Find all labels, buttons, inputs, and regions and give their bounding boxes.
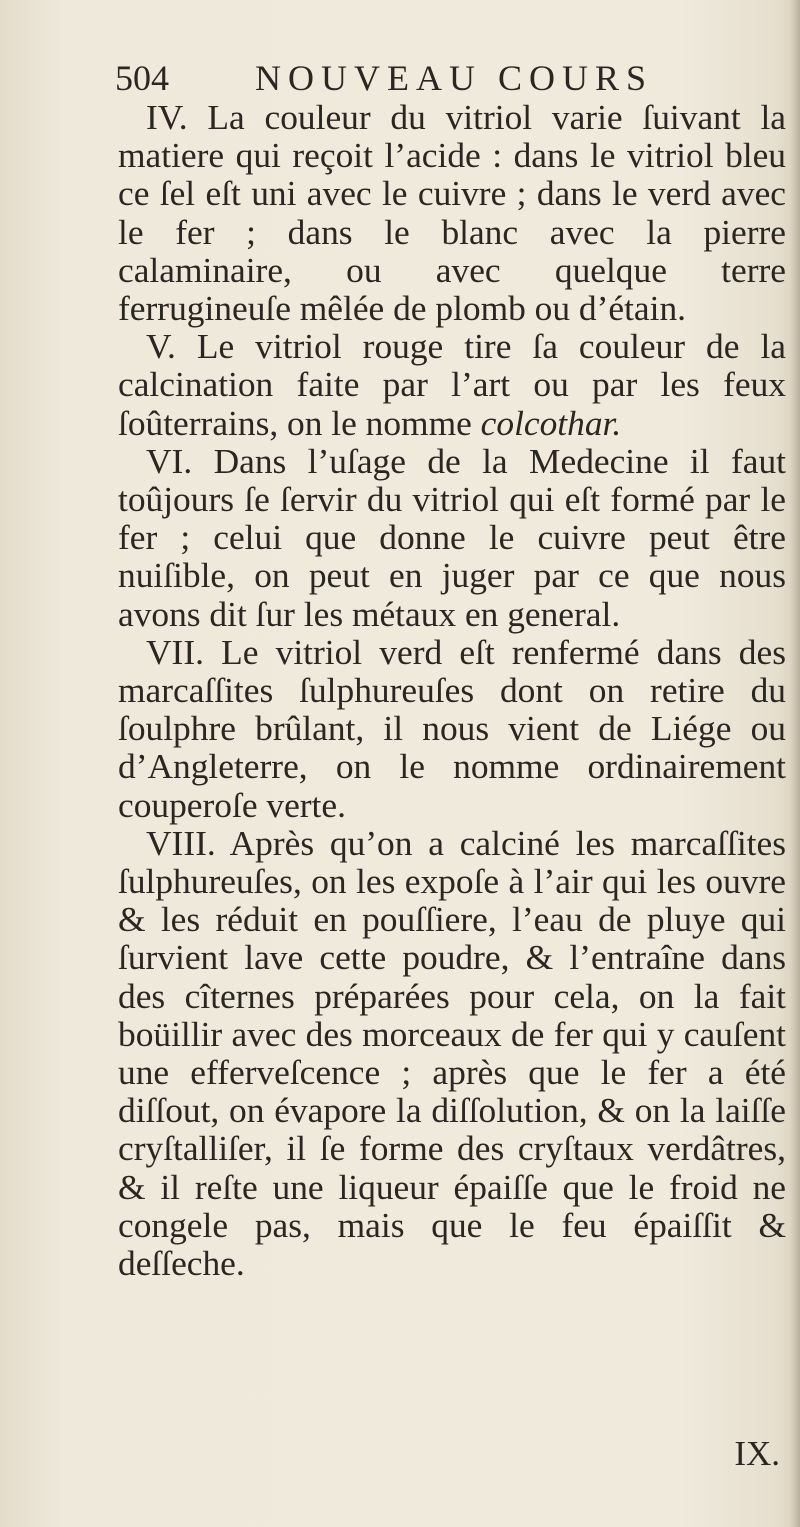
paragraph-viii [118, 824, 786, 1282]
paragraph-text: VII. Le vitriol verd eſt renfermé dans des marcaſſites ſulphureuſes dont on retire du ſoulphre brûlant, il nous vient de Liége ou d’Angleterre, on le nomme ordinairement couperoſe verte. [118, 631, 786, 825]
paragraph-text: V. Le vitriol rouge tire ſa couleur de la calcination faite par l’art ou par les feux ſoûterrains, on le nomme [118, 326, 786, 443]
paragraph-vii [118, 633, 786, 824]
paragraph-iv [118, 98, 786, 327]
running-title: NOUVEAU COURS [255, 58, 654, 98]
paragraph-text: VIII. Après qu’on a calciné les marcaſſites ſulphureuſes, on les expoſe à l’air qui les ouvre & les réduit en pouſſiere, l’eau de pluye qui ſurvient lave cette poudre, & l’entraîne dans des cîternes préparées pour cela, on la fait boüillir avec des morceaux de fer qui y cauſent une efferveſcence ; après que le fer a été diſſout, on évapore la diſſolution, & on la laiſſe cryſtalliſer, il ſe forme des cryſtaux verdâtres, & il reſte une liqueur épaiſſe que le froid ne congele pas, mais que le feu épaiſſit & deſſeche. [118, 822, 786, 1284]
italic-term: colcothar. [480, 402, 622, 443]
catchword: IX. [734, 1434, 780, 1473]
paragraph-text: VI. Dans l’uſage de la Medecine il faut toûjours ſe ſervir du vitriol qui eſt formé par le fer ; celui que donne le cuivre peut être nuiſible, on peut en juger par ce que nous avons dit ſur les métaux en general. [118, 440, 786, 634]
page-header [115, 58, 755, 98]
body-text [118, 98, 786, 1282]
paragraph-text: IV. La couleur du vitriol varie ſuivant la matiere qui reçoit l’acide : dans le vitriol bleu ce ſel eſt uni avec le cuivre ; dans le verd avec le fer ; dans le blanc avec la pierre calaminaire, ou avec quelque terre ferrugineuſe mêlée de plomb ou d’étain. [118, 97, 786, 329]
paragraph-v [118, 327, 786, 442]
page-edge-shadow [790, 0, 800, 1527]
page-number: 504 [115, 58, 169, 98]
paragraph-vi [118, 442, 786, 633]
